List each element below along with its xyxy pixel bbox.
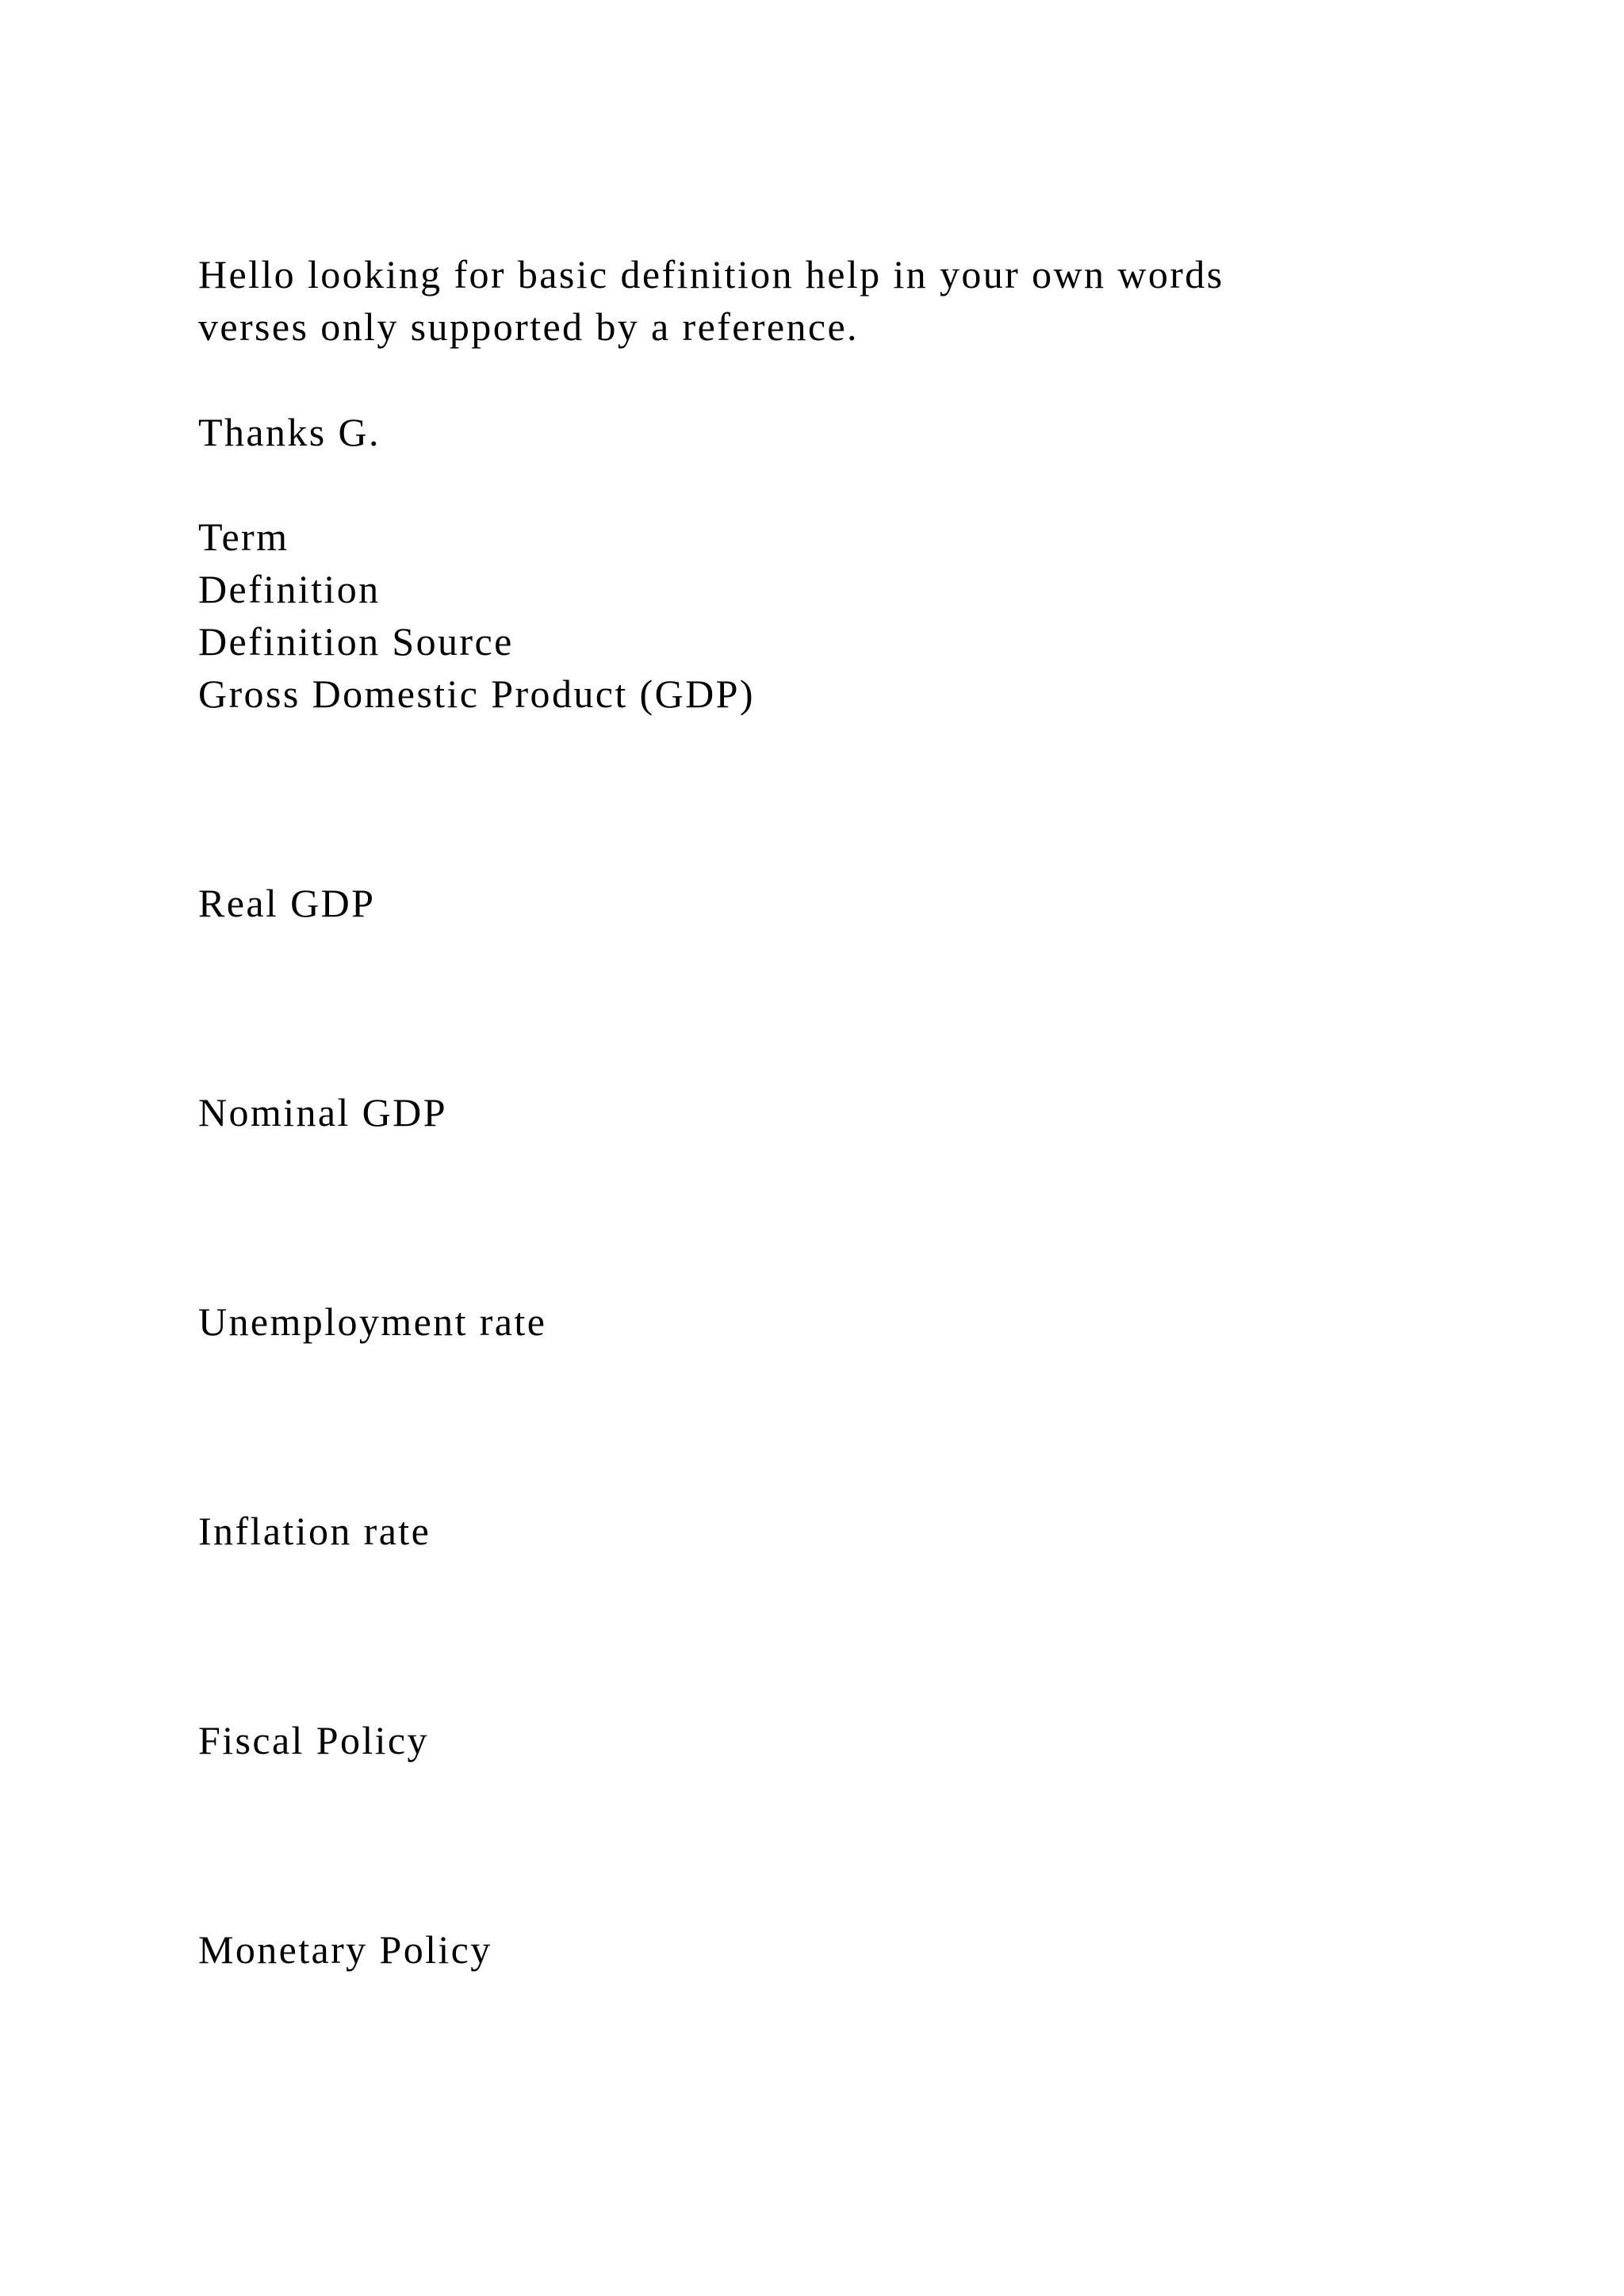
term-nominal-gdp: Nominal GDP: [198, 1090, 447, 1135]
header-term: Term: [198, 515, 289, 559]
header-definition-source: Definition Source: [198, 619, 514, 664]
intro-line-1: Hello looking for basic definition help in your own words: [198, 252, 1224, 297]
term-fiscal-policy: Fiscal Policy: [198, 1718, 429, 1762]
term-inflation-rate: Inflation rate: [198, 1509, 431, 1553]
term-unemployment-rate: Unemployment rate: [198, 1299, 547, 1344]
term-monetary-policy: Monetary Policy: [198, 1927, 492, 1972]
term-real-gdp: Real GDP: [198, 881, 376, 925]
signoff: Thanks G.: [198, 410, 381, 454]
header-definition: Definition: [198, 567, 381, 611]
term-gdp: Gross Domestic Product (GDP): [198, 672, 755, 716]
intro-line-2: verses only supported by a reference.: [198, 304, 859, 349]
